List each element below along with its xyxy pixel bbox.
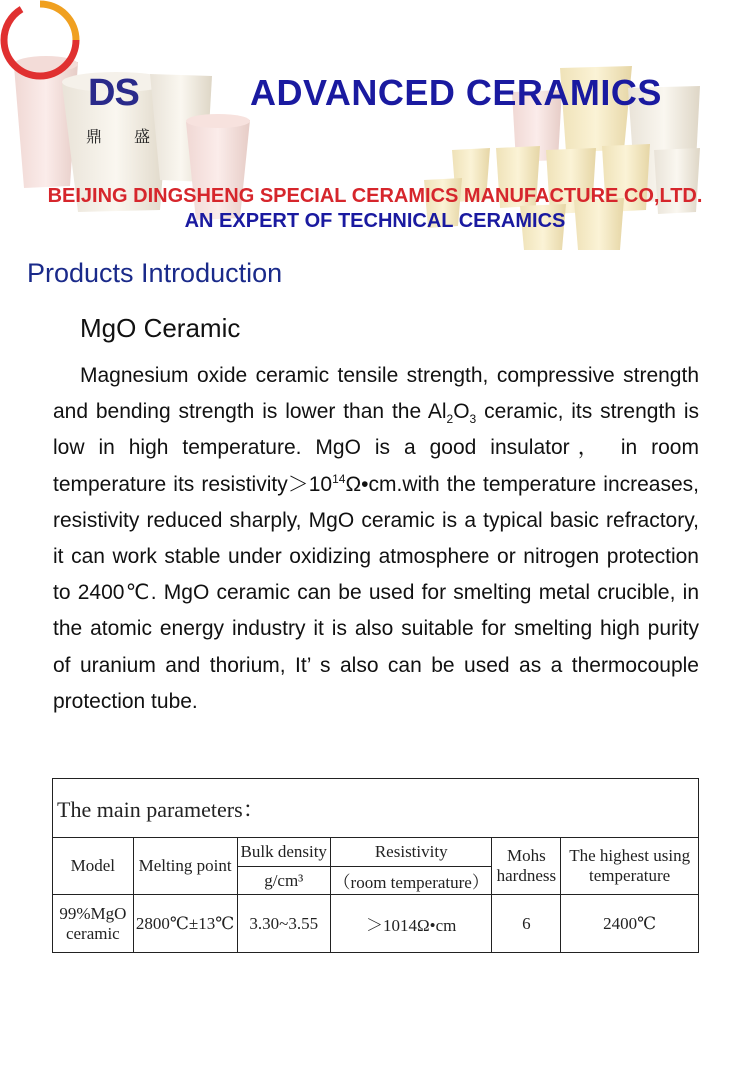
cell-resistivity: ＞1014Ω•cm bbox=[330, 895, 492, 953]
desc-part-1: Magnesium oxide ceramic tensile strength, compressive strength and bending strength is lower than the Al bbox=[53, 364, 699, 424]
al-subscript-2: 2 bbox=[446, 412, 454, 427]
cell-highest: 2400℃ bbox=[561, 895, 699, 953]
cell-melting: 2800℃±13℃ bbox=[133, 895, 237, 953]
header-resistivity-note: （room temperature） bbox=[330, 867, 492, 895]
header-resistivity: Resistivity bbox=[330, 838, 492, 867]
logo-text: DS bbox=[88, 72, 139, 114]
header-bulk-unit: g/cm³ bbox=[237, 867, 330, 895]
header-melting: Melting point bbox=[133, 838, 237, 895]
product-title: MgO Ceramic bbox=[80, 313, 241, 343]
header-mohs: Mohs hardness bbox=[492, 838, 561, 895]
al-subscript-3: 3 bbox=[469, 412, 477, 427]
exponent-14: 14 bbox=[332, 471, 346, 486]
tagline: AN EXPERT OF TECHNICAL CERAMICS bbox=[184, 210, 566, 232]
header-highest: The highest using temperature bbox=[561, 838, 699, 895]
table-caption: The main parameters： bbox=[53, 779, 699, 838]
logo-cn-right: 盛 bbox=[134, 127, 151, 146]
logo-cn-left: 鼎 bbox=[86, 127, 103, 146]
header-model: Model bbox=[53, 838, 134, 895]
al-o: O bbox=[453, 400, 470, 424]
desc-part-3: Ω•cm.with the temperature increases, resistivity reduced sharply, MgO ceramic is a typical basic refractory, it can work stable under oxidizing atmosphere or nitrogen protection to 2400℃. MgO ceramic can be used for smelting metal crucible, in the atomic energy industry it is also suitable for smelting high purity of uranium and thorium, It’ s also can be used as a thermocouple protection tube. bbox=[53, 472, 700, 713]
headline: ADVANCED CERAMICS bbox=[250, 72, 662, 113]
desc-part-2: ceramic, its strength is low in high temperature. MgO is a good insulator， in room temperature its resistivity＞10 bbox=[53, 400, 699, 496]
cell-model: 99%MgO ceramic bbox=[53, 895, 134, 953]
cell-bulk: 3.30~3.55 bbox=[237, 895, 330, 953]
parameters-table bbox=[52, 778, 699, 955]
header-banner bbox=[0, 0, 750, 250]
cell-mohs: 6 bbox=[492, 895, 561, 953]
company-name: BEIJING DINGSHENG SPECIAL CERAMICS MANUFACTURE CO,LTD. bbox=[47, 185, 703, 207]
section-title: Products Introduction bbox=[27, 258, 283, 288]
logo-ring-icon bbox=[0, 0, 80, 80]
crucible-rim bbox=[186, 114, 250, 128]
header-bulk: Bulk density bbox=[237, 838, 330, 867]
product-description bbox=[53, 358, 699, 720]
